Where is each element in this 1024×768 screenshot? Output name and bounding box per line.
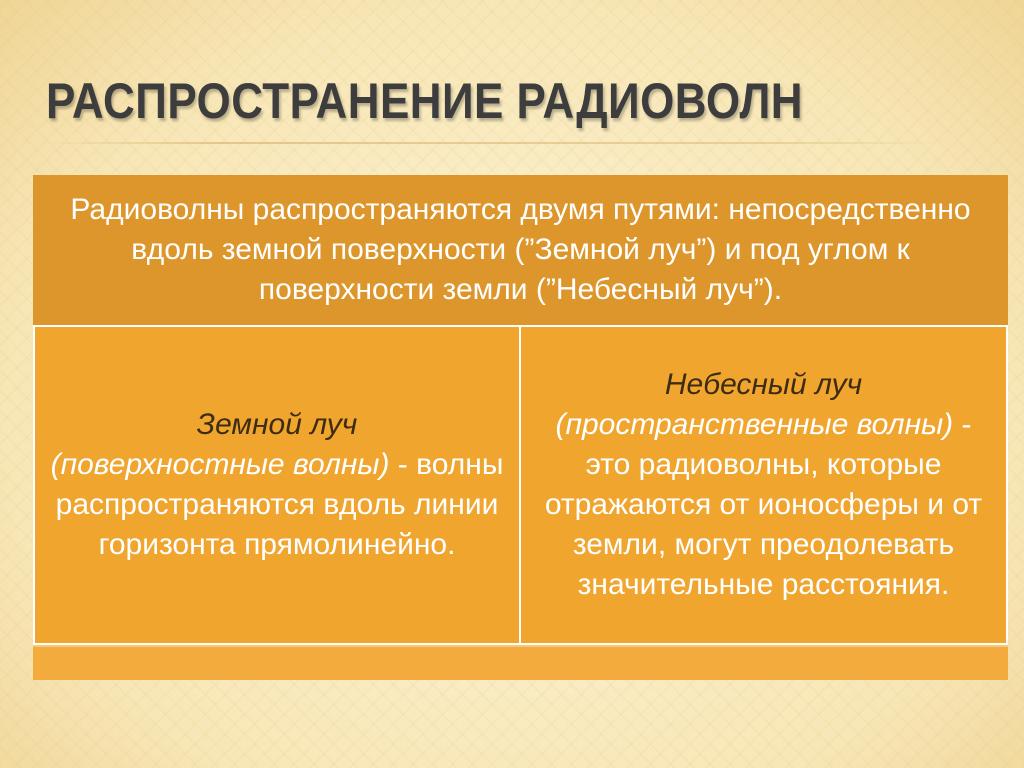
content-table: [33, 175, 1008, 680]
table-body-row: [33, 325, 1008, 645]
sky-wave-text: [535, 365, 992, 605]
sky-wave-heading: Небесный луч: [664, 368, 863, 401]
ground-wave-separator: -: [389, 448, 417, 481]
sky-wave-description: это радиоволны, которые отражаются от ионосферы и от земли, могут преодолевать значительные расстояния.: [544, 448, 983, 601]
sky-wave-separator: -: [953, 408, 972, 441]
ground-wave-description: волны распространяются вдоль линии горизонта прямолинейно.: [55, 448, 504, 561]
table-header-row: [33, 175, 1008, 325]
ground-wave-cell: [35, 327, 521, 643]
ground-wave-heading: Земной луч: [196, 408, 358, 441]
title-divider: [40, 142, 940, 144]
slide-title: РАСПРОСТРАНЕНИЕ РАДИОВОЛН: [46, 73, 804, 129]
ground-wave-text: [49, 405, 505, 565]
ground-wave-subheading: (поверхностные волны): [50, 448, 390, 481]
sky-wave-cell: [521, 327, 1006, 643]
sky-wave-subheading: (пространственные волны): [555, 408, 954, 441]
table-footer-row: [33, 645, 1008, 680]
intro-text: Радиоволны распространяются двумя путями: непосредственно вдоль земной поверхности (”Земной луч”) и под углом к поверхности земли (”Небесный луч”).: [70, 193, 971, 306]
